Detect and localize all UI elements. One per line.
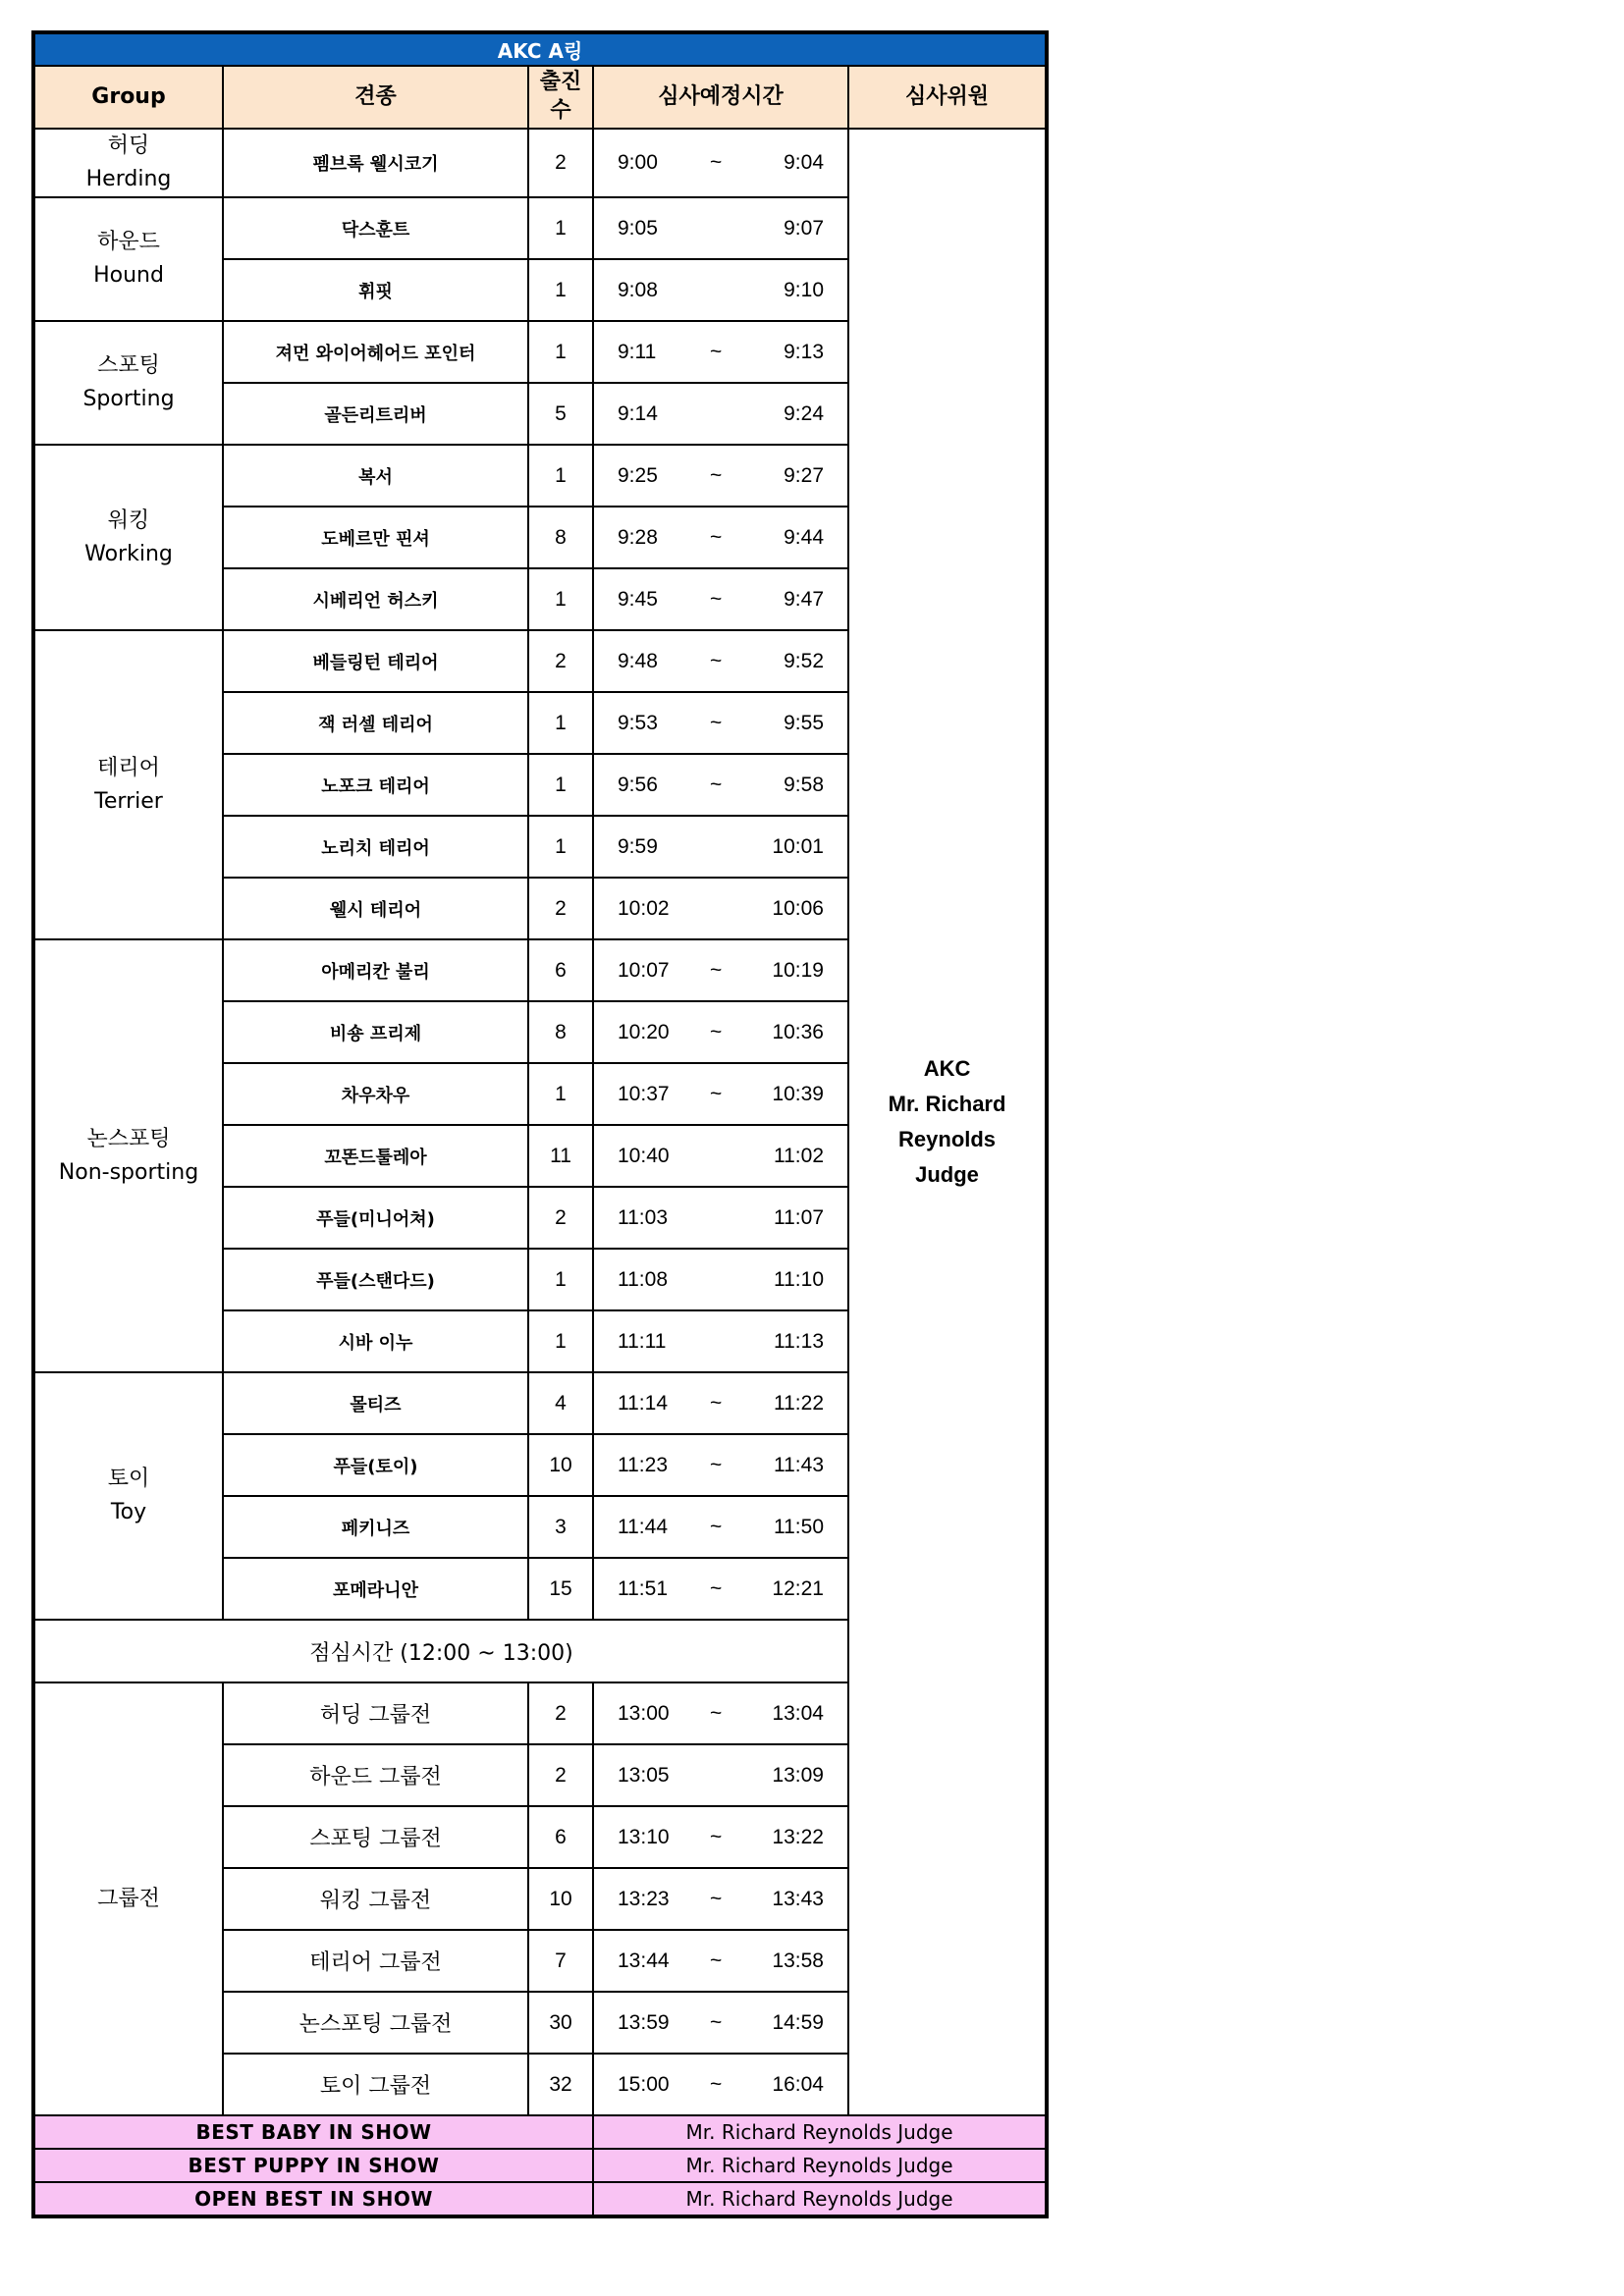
entry-count: 2	[528, 1682, 593, 1744]
judge-line: Judge	[915, 1162, 979, 1188]
time-cell	[593, 197, 848, 259]
time-cell	[593, 939, 848, 1001]
breed-name: 시베리언 허스키	[223, 568, 528, 630]
start-time: 13:23	[618, 1887, 670, 1910]
start-time: 10:40	[618, 1144, 670, 1167]
time-separator: ~	[710, 1701, 723, 1725]
group-name-en: Non-sporting	[58, 1159, 199, 1185]
breed-name: 페키니즈	[223, 1496, 528, 1558]
time-cell	[593, 1310, 848, 1372]
end-time: 13:22	[772, 1825, 824, 1848]
start-time: 13:05	[618, 1763, 670, 1787]
entry-count: 15	[528, 1558, 593, 1620]
breed-name: 웰시 테리어	[223, 878, 528, 939]
entry-count: 32	[528, 2054, 593, 2115]
entry-count: 1	[528, 197, 593, 259]
end-time: 9:47	[784, 587, 824, 611]
breed-name: 펨브록 웰시코기	[223, 129, 528, 197]
end-time: 9:07	[784, 216, 824, 240]
breed-name: 복서	[223, 445, 528, 507]
breed-name: 노리치 테리어	[223, 816, 528, 878]
start-time: 9:14	[618, 401, 658, 425]
entry-count: 8	[528, 507, 593, 568]
judge-line: Mr. Richard	[888, 1091, 1006, 1116]
breed-name: 아메리칸 불리	[223, 939, 528, 1001]
ring-title: AKC A링	[33, 32, 1047, 66]
end-time: 10:19	[772, 958, 824, 982]
end-time: 11:13	[774, 1329, 824, 1353]
header-judge: 심사위원	[848, 66, 1047, 129]
time-separator: ~	[710, 2072, 723, 2096]
group-name-en: Sporting	[82, 387, 175, 412]
entry-count: 30	[528, 1992, 593, 2054]
end-time: 9:04	[784, 151, 824, 175]
entry-count: 1	[528, 568, 593, 630]
entry-count: 4	[528, 1372, 593, 1434]
end-time: 10:01	[772, 834, 824, 858]
group-cell	[33, 1372, 223, 1620]
time-separator: ~	[710, 151, 723, 175]
group-cell	[33, 939, 223, 1372]
time-separator: ~	[710, 525, 723, 549]
entry-count: 6	[528, 939, 593, 1001]
time-cell	[593, 129, 848, 197]
breed-name: 몰티즈	[223, 1372, 528, 1434]
start-time: 13:44	[618, 1949, 670, 1972]
time-cell	[593, 1744, 848, 1806]
entry-count: 1	[528, 1063, 593, 1125]
entry-count: 11	[528, 1125, 593, 1187]
best-in-show-judge: Mr. Richard Reynolds Judge	[593, 2115, 1047, 2149]
header-row	[33, 66, 1047, 129]
judge-cell	[848, 129, 1047, 2115]
end-time: 9:27	[784, 463, 824, 487]
end-time: 10:06	[772, 896, 824, 920]
entry-count: 1	[528, 1310, 593, 1372]
time-cell	[593, 630, 848, 692]
time-separator: ~	[710, 2010, 723, 2034]
breed-name: 차우차우	[223, 1063, 528, 1125]
group-event-name: 테리어 그룹전	[223, 1930, 528, 1992]
end-time: 9:13	[784, 340, 824, 363]
entry-count: 10	[528, 1868, 593, 1930]
group-name-ko: 허딩	[107, 133, 150, 158]
start-time: 9:53	[618, 711, 658, 734]
best-in-show-judge: Mr. Richard Reynolds Judge	[593, 2149, 1047, 2182]
entry-count: 10	[528, 1434, 593, 1496]
best-in-show-row	[33, 2149, 1047, 2182]
breed-name: 푸들(스탠다드)	[223, 1249, 528, 1310]
end-time: 9:52	[784, 649, 824, 672]
time-cell	[593, 878, 848, 939]
breed-name: 휘핏	[223, 259, 528, 321]
entry-count: 2	[528, 1744, 593, 1806]
entry-count: 2	[528, 1187, 593, 1249]
end-time: 11:50	[774, 1515, 824, 1538]
header-count-text: 출진수	[539, 70, 582, 123]
time-cell	[593, 507, 848, 568]
time-cell	[593, 383, 848, 445]
time-cell	[593, 1558, 848, 1620]
group-name-en: Terrier	[94, 788, 163, 814]
start-time: 9:00	[618, 151, 658, 175]
time-cell	[593, 692, 848, 754]
breed-name: 꼬똔드툴레아	[223, 1125, 528, 1187]
group-event-name: 토이 그룹전	[223, 2054, 528, 2115]
start-time: 10:07	[618, 958, 670, 982]
breed-name: 닥스훈트	[223, 197, 528, 259]
end-time: 14:59	[772, 2010, 824, 2034]
time-cell	[593, 445, 848, 507]
entry-count: 3	[528, 1496, 593, 1558]
group-cell	[33, 129, 223, 197]
time-cell	[593, 1806, 848, 1868]
time-separator: ~	[710, 773, 723, 796]
end-time: 10:36	[772, 1020, 824, 1043]
start-time: 11:03	[618, 1205, 668, 1229]
entry-count: 1	[528, 321, 593, 383]
group-name-ko: 워킹	[107, 507, 150, 533]
time-cell	[593, 1063, 848, 1125]
end-time: 10:39	[772, 1082, 824, 1105]
end-time: 11:43	[774, 1453, 824, 1476]
time-cell	[593, 754, 848, 816]
end-time: 9:58	[784, 773, 824, 796]
end-time: 9:44	[784, 525, 824, 549]
group-cell	[33, 445, 223, 630]
header-time: 심사예정시간	[593, 66, 848, 129]
breed-name: 도베르만 핀셔	[223, 507, 528, 568]
group-cell	[33, 321, 223, 445]
breed-name: 비숑 프리제	[223, 1001, 528, 1063]
breed-name: 노포크 테리어	[223, 754, 528, 816]
judge-line: AKC	[923, 1055, 971, 1081]
entry-count: 7	[528, 1930, 593, 1992]
header-breed: 견종	[223, 66, 528, 129]
group-name-ko: 테리어	[97, 755, 160, 780]
start-time: 11:51	[618, 1576, 668, 1600]
start-time: 11:14	[618, 1391, 668, 1415]
time-cell	[593, 1372, 848, 1434]
end-time: 9:55	[784, 711, 824, 734]
group-event-name: 스포팅 그룹전	[223, 1806, 528, 1868]
time-cell	[593, 1434, 848, 1496]
schedule-table	[31, 30, 1049, 2218]
time-cell	[593, 1187, 848, 1249]
start-time: 9:45	[618, 587, 658, 611]
time-separator: ~	[710, 649, 723, 672]
end-time: 13:58	[772, 1949, 824, 1972]
best-in-show-row	[33, 2115, 1047, 2149]
start-time: 9:08	[618, 278, 658, 301]
end-time: 11:07	[774, 1205, 824, 1229]
best-in-show-label: BEST PUPPY IN SHOW	[33, 2149, 593, 2182]
group-event-name: 워킹 그룹전	[223, 1868, 528, 1930]
judge-line: Reynolds	[898, 1127, 997, 1152]
breed-name: 베들링턴 테리어	[223, 630, 528, 692]
time-separator: ~	[710, 587, 723, 611]
breed-name: 푸들(토이)	[223, 1434, 528, 1496]
start-time: 11:11	[618, 1329, 667, 1353]
lunch-break: 점심시간 (12:00 ~ 13:00)	[33, 1620, 848, 1682]
header-group: Group	[33, 66, 223, 129]
time-separator: ~	[710, 1949, 723, 1972]
entry-count: 1	[528, 754, 593, 816]
group-cell	[33, 630, 223, 939]
end-time: 11:22	[774, 1391, 824, 1415]
start-time: 11:44	[618, 1515, 668, 1538]
time-separator: ~	[710, 1082, 723, 1105]
entry-count: 5	[528, 383, 593, 445]
best-in-show-label: BEST BABY IN SHOW	[33, 2115, 593, 2149]
time-separator: ~	[710, 1020, 723, 1043]
time-separator: ~	[710, 1391, 723, 1415]
group-cell	[33, 197, 223, 321]
start-time: 9:59	[618, 834, 658, 858]
group-name-ko: 논스포팅	[86, 1126, 171, 1151]
time-separator: ~	[710, 463, 723, 487]
breed-name: 잭 러셀 테리어	[223, 692, 528, 754]
start-time: 13:10	[618, 1825, 670, 1848]
time-separator: ~	[710, 1515, 723, 1538]
start-time: 9:11	[618, 340, 657, 363]
start-time: 13:59	[618, 2010, 670, 2034]
entry-count: 2	[528, 878, 593, 939]
group-event-name: 하운드 그룹전	[223, 1744, 528, 1806]
start-time: 10:37	[618, 1082, 670, 1105]
time-cell	[593, 2054, 848, 2115]
end-time: 16:04	[772, 2072, 824, 2096]
start-time: 9:25	[618, 463, 658, 487]
best-in-show-row	[33, 2182, 1047, 2216]
group-name-ko: 토이	[107, 1467, 150, 1492]
time-cell	[593, 1992, 848, 2054]
group-name-en: Hound	[93, 263, 164, 289]
time-cell	[593, 568, 848, 630]
start-time: 10:20	[618, 1020, 670, 1043]
entry-count: 6	[528, 1806, 593, 1868]
entry-count: 2	[528, 129, 593, 197]
breed-name: 시바 이누	[223, 1310, 528, 1372]
time-separator: ~	[710, 1825, 723, 1848]
time-cell	[593, 816, 848, 878]
time-separator: ~	[710, 1576, 723, 1600]
group-name-ko: 스포팅	[97, 353, 160, 379]
start-time: 9:56	[618, 773, 658, 796]
header-count	[528, 66, 593, 129]
breed-name: 골든리트리버	[223, 383, 528, 445]
start-time: 13:00	[618, 1701, 670, 1725]
start-time: 15:00	[618, 2072, 670, 2096]
end-time: 13:43	[772, 1887, 824, 1910]
end-time: 11:02	[774, 1144, 824, 1167]
end-time: 9:24	[784, 401, 824, 425]
start-time: 11:23	[618, 1453, 668, 1476]
entry-count: 1	[528, 816, 593, 878]
end-time: 13:04	[772, 1701, 824, 1725]
breed-name: 져먼 와이어헤어드 포인터	[223, 321, 528, 383]
best-in-show-label: OPEN BEST IN SHOW	[33, 2182, 593, 2216]
start-time: 9:05	[618, 216, 658, 240]
time-cell	[593, 1868, 848, 1930]
entry-count: 1	[528, 259, 593, 321]
time-cell	[593, 1001, 848, 1063]
time-cell	[593, 1125, 848, 1187]
time-separator: ~	[710, 1453, 723, 1476]
group-name-en: Herding	[85, 167, 172, 192]
group-name-ko: 하운드	[97, 230, 160, 255]
group-event-name: 허딩 그룹전	[223, 1682, 528, 1744]
start-time: 11:08	[618, 1267, 668, 1291]
start-time: 10:02	[618, 896, 670, 920]
entry-count: 2	[528, 630, 593, 692]
time-separator: ~	[710, 711, 723, 734]
time-cell	[593, 1930, 848, 1992]
group-name-en: Toy	[110, 1500, 147, 1525]
time-separator: ~	[710, 1887, 723, 1910]
group-name-en: Working	[84, 541, 173, 566]
best-in-show-judge: Mr. Richard Reynolds Judge	[593, 2182, 1047, 2216]
end-time: 13:09	[772, 1763, 824, 1787]
entry-count: 1	[528, 445, 593, 507]
end-time: 9:10	[784, 278, 824, 301]
time-cell	[593, 1249, 848, 1310]
end-time: 11:10	[774, 1267, 824, 1291]
time-separator: ~	[710, 340, 723, 363]
entry-count: 1	[528, 692, 593, 754]
end-time: 12:21	[772, 1576, 824, 1600]
start-time: 9:28	[618, 525, 658, 549]
time-separator: ~	[710, 958, 723, 982]
entry-count: 8	[528, 1001, 593, 1063]
breed-name: 포메라니안	[223, 1558, 528, 1620]
time-cell	[593, 321, 848, 383]
time-cell	[593, 259, 848, 321]
breed-name: 푸들(미니어쳐)	[223, 1187, 528, 1249]
title-row	[33, 32, 1047, 66]
time-cell	[593, 1682, 848, 1744]
entry-count: 1	[528, 1249, 593, 1310]
start-time: 9:48	[618, 649, 658, 672]
group-event-name: 논스포팅 그룹전	[223, 1992, 528, 2054]
group-competition-label: 그룹전	[33, 1682, 223, 2115]
time-cell	[593, 1496, 848, 1558]
table-row	[33, 129, 1047, 197]
